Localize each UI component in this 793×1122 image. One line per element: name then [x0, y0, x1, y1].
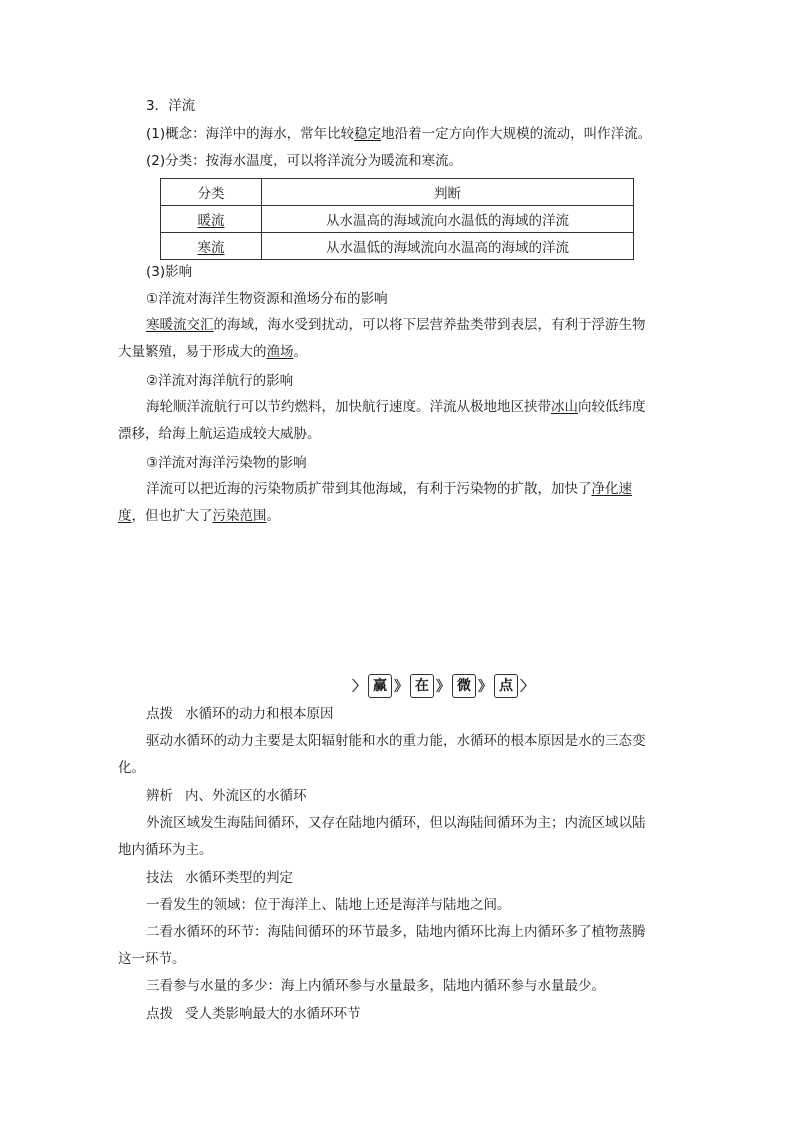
table-row — [161, 206, 634, 233]
item3-paragraph: 洋流可以把近海的污染物质扩带到其他海域，有利于污染物的扩散，加快了净化速度，但也扩大了污染范围。 — [118, 481, 632, 524]
section-banner — [352, 674, 534, 698]
influence-heading: (3)影响 — [146, 264, 193, 280]
item1-paragraph: 寒暖流交汇的海域，海水受到扰动，可以将下层营养盐类带到表层，有利于浮游生物大量繁殖，易于形成大的渔场。 — [118, 317, 646, 360]
current-classification-table — [160, 178, 634, 260]
banner-char: 点 — [494, 674, 518, 698]
section-heading: 3．洋流 — [146, 98, 196, 114]
concept-line — [146, 124, 706, 144]
tip2-paragraph: 外流区域发生海陆间循环，又存在陆地内循环，但以海陆间循环为主；内流区域以陆地内循环为主。 — [118, 815, 646, 858]
banner-char: 在 — [410, 674, 434, 698]
tip3-line1: 一看发生的领域：位于海洋上、陆地上还是海洋与陆地之间。 — [146, 897, 511, 913]
chevron-right-icon: 》 — [478, 679, 492, 695]
item2-paragraph: 海轮顺洋流航行可以节约燃料，加快航行速度。洋流从极地地区挟带冰山向较低纬度漂移，给海上航运造成较大威胁。 — [118, 399, 646, 442]
table-header-cell: 判断 — [262, 179, 634, 206]
table-header-cell: 分类 — [161, 179, 262, 206]
table-cell-desc: 从水温高的海域流向水温低的海域的洋流 — [262, 206, 634, 233]
tip3-line3: 三看参与水量的多少：海上内循环参与水量最多，陆地内循环参与水量最少。 — [146, 978, 605, 994]
concept-prefix: (1)概念：海洋中的海水，常年比较 — [146, 126, 355, 142]
table-cell-type: 暖流 — [161, 206, 262, 233]
chevron-right-icon: 》 — [394, 679, 408, 695]
classification-line: (2)分类：按海水温度，可以将洋流分为暖流和寒流。 — [146, 153, 463, 169]
chevron-right-icon: 》 — [436, 679, 450, 695]
tip1-heading: 点拨 水循环的动力和根本原因 — [146, 706, 334, 722]
table-cell-type: 寒流 — [161, 233, 262, 260]
tip1-paragraph: 驱动水循环的动力主要是太阳辐射能和水的重力能，水循环的根本原因是水的三态变化。 — [118, 733, 646, 776]
table-header-row — [161, 179, 634, 206]
chevron-right-icon: 〉 — [520, 679, 534, 695]
item2-title: ②洋流对海洋航行的影响 — [146, 373, 294, 389]
banner-char: 微 — [452, 674, 476, 698]
item3-title: ③洋流对海洋污染物的影响 — [146, 455, 307, 471]
tip3-heading: 技法 水循环类型的判定 — [146, 870, 293, 886]
item1-title: ①洋流对海洋生物资源和渔场分布的影响 — [146, 291, 388, 307]
concept-underlined: 稳定 — [354, 126, 382, 142]
tip3-line2: 二看水循环的环节：海陆间循环的环节最多，陆地内循环比海上内循环多了植物蒸腾这一环节。 — [118, 924, 646, 967]
tip4-heading: 点拨 受人类影响最大的水循环环节 — [146, 1006, 361, 1022]
banner-char: 赢 — [368, 674, 392, 698]
table-cell-desc: 从水温低的海域流向水温高的海域的洋流 — [262, 233, 634, 260]
table-row — [161, 233, 634, 260]
chevron-right-icon: 〉 — [352, 679, 366, 695]
concept-suffix: 地沿着一定方向作大规模的流动，叫作洋流。 — [381, 126, 652, 142]
tip2-heading: 辨析 内、外流区的水循环 — [146, 788, 307, 804]
